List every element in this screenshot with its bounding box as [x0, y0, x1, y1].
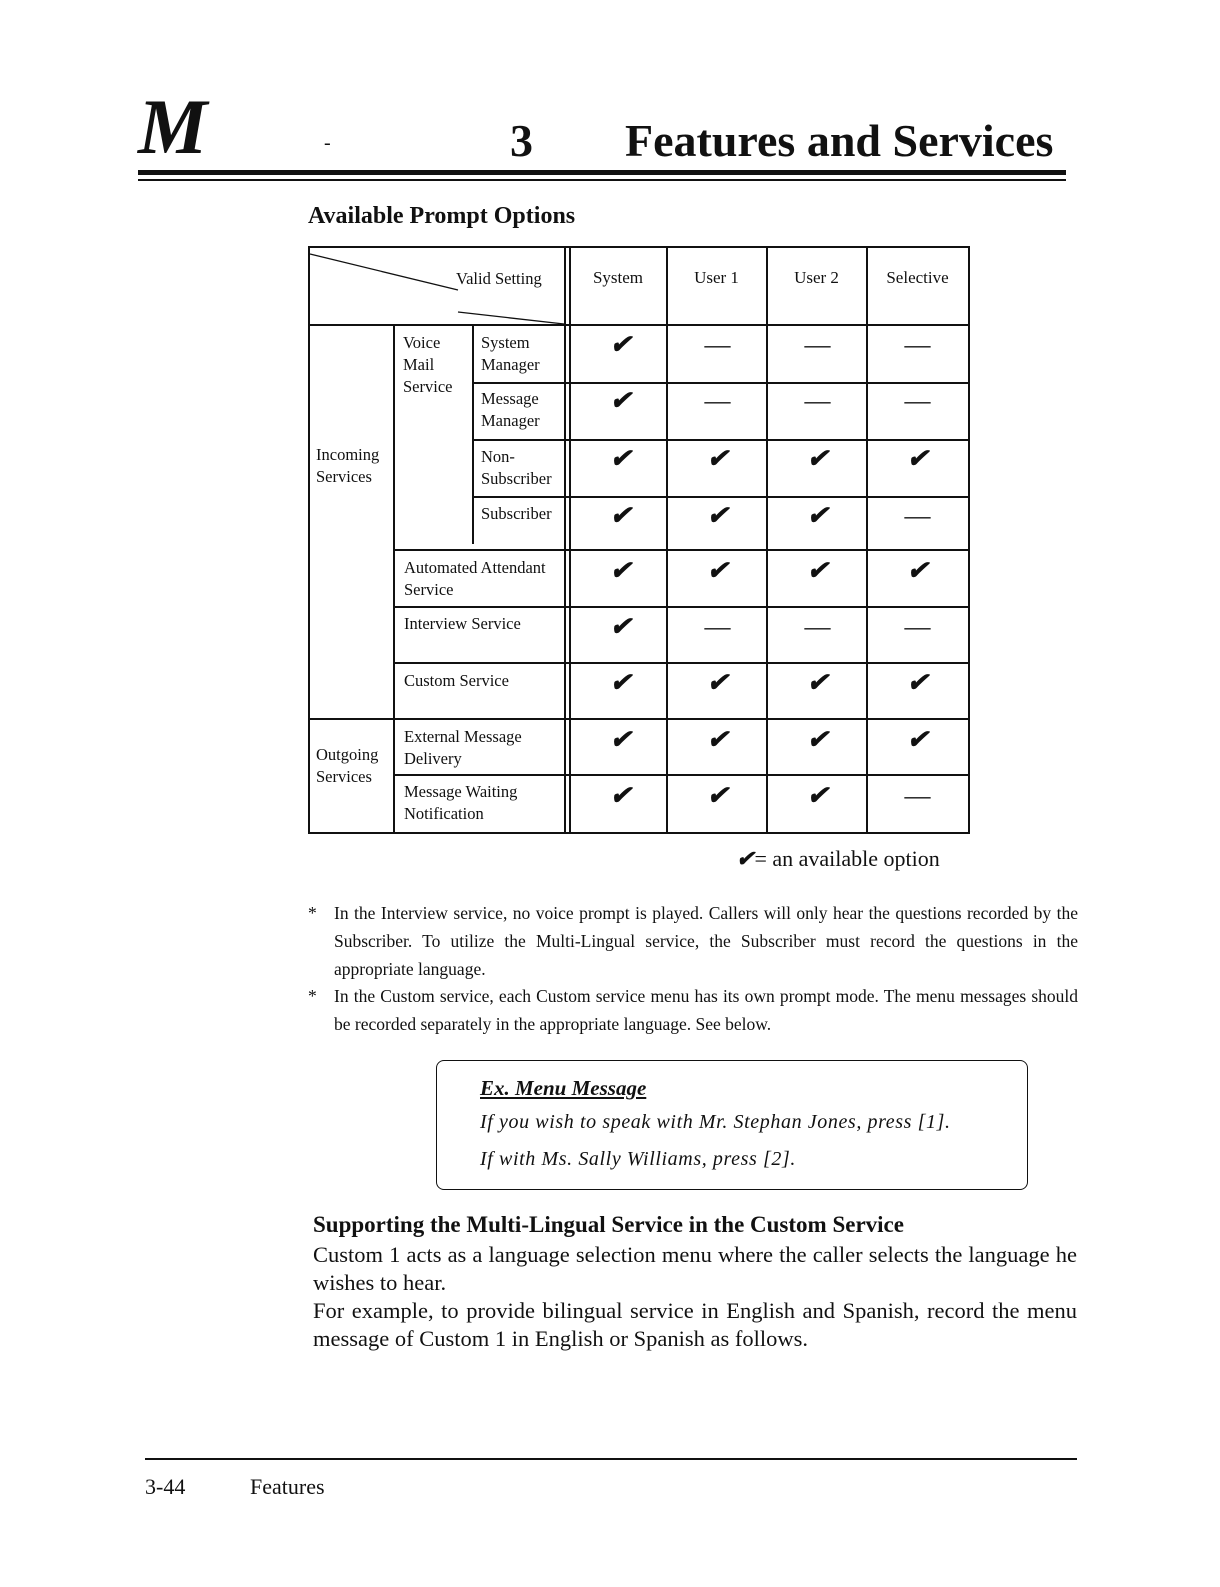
- body-text: [313, 1241, 1077, 1353]
- check-icon: ✔: [806, 668, 829, 697]
- table-legend: [736, 846, 940, 872]
- table-vline-label-a: [564, 246, 566, 834]
- note-text: In the Custom service, each Custom service menu has its own prompt mode. The menu messages should be recorded separately in the appropriate language. See below.: [334, 986, 1078, 1034]
- row-label: Automated Attendant Service: [404, 558, 546, 599]
- dash-mark: —: [804, 612, 831, 641]
- check-icon: ✔: [706, 668, 729, 697]
- example-line: If you wish to speak with Mr. Stephan Jones, press [1].: [480, 1111, 951, 1133]
- table-vline-voicemail: [472, 326, 474, 544]
- table-vline-group: [393, 326, 395, 834]
- check-icon: ✔: [609, 668, 632, 697]
- dash-mark: —: [804, 330, 831, 359]
- check-icon: ✔: [609, 612, 632, 641]
- check-icon: ✔: [906, 556, 929, 585]
- note-item: [308, 899, 1078, 983]
- check-icon: ✔: [736, 846, 755, 871]
- dash-mark: —: [704, 386, 731, 415]
- subsection-title: Supporting the Multi-Lingual Service in the Custom Service: [313, 1212, 904, 1237]
- footer-label: Features: [250, 1474, 325, 1499]
- row-label: Interview Service: [404, 614, 521, 633]
- chapter-title: Features and Services: [625, 115, 1054, 166]
- chapter-number: 3: [510, 115, 533, 166]
- col-header-system: System: [592, 268, 644, 287]
- dash-mark: —: [904, 781, 931, 810]
- header-rule-thin: [138, 179, 1066, 181]
- dash-mark: —: [904, 330, 931, 359]
- check-icon: ✔: [609, 444, 632, 473]
- table-hline-2: [472, 439, 970, 441]
- dash-mark: —: [704, 330, 731, 359]
- dash-mark: —: [904, 501, 931, 530]
- col-header-user2: User 2: [794, 268, 839, 287]
- check-icon: ✔: [906, 725, 929, 754]
- check-icon: ✔: [906, 668, 929, 697]
- table-hline-8: [393, 774, 970, 776]
- table-hline-1: [472, 382, 970, 384]
- legend-text: = an available option: [754, 846, 940, 871]
- check-icon: ✔: [906, 444, 929, 473]
- check-icon: ✔: [609, 386, 632, 415]
- header-rule-thick: [138, 170, 1066, 175]
- table-hline-3: [472, 496, 970, 498]
- note-item: [308, 982, 1078, 1038]
- table-hline-4: [393, 549, 970, 551]
- check-icon: ✔: [609, 725, 632, 754]
- dash-mark: —: [704, 612, 731, 641]
- row-label: Custom Service: [404, 671, 509, 690]
- col-header-user1: User 1: [694, 268, 739, 287]
- check-icon: ✔: [806, 781, 829, 810]
- note-bullet: *: [308, 903, 317, 923]
- check-icon: ✔: [806, 501, 829, 530]
- paragraph: Custom 1 acts as a language selection menu where the caller selects the language he wishes to hear.: [313, 1242, 1077, 1295]
- table-border-left: [308, 246, 310, 834]
- check-icon: ✔: [609, 501, 632, 530]
- group-voice-mail-service: Voice Mail Service: [403, 333, 453, 396]
- prompt-options-table: [308, 246, 970, 834]
- row-label: Non- Subscriber: [481, 447, 552, 488]
- group-outgoing-services: Outgoing Services: [316, 745, 379, 786]
- row-label: Message Manager: [481, 389, 540, 430]
- check-icon: ✔: [706, 501, 729, 530]
- check-icon: ✔: [609, 330, 632, 359]
- row-label: Subscriber: [481, 504, 552, 523]
- dash-mark: —: [804, 386, 831, 415]
- note-bullet: *: [308, 986, 317, 1006]
- check-icon: ✔: [706, 556, 729, 585]
- check-icon: ✔: [609, 556, 632, 585]
- example-line: If with Ms. Sally Williams, press [2].: [480, 1148, 796, 1170]
- check-icon: ✔: [706, 725, 729, 754]
- check-icon: ✔: [806, 556, 829, 585]
- check-icon: ✔: [706, 444, 729, 473]
- table-hline-6: [393, 662, 970, 664]
- check-icon: ✔: [806, 444, 829, 473]
- table-hline-7: [308, 718, 970, 720]
- row-label: System Manager: [481, 333, 540, 374]
- check-icon: ✔: [806, 725, 829, 754]
- dash-mark: —: [904, 612, 931, 641]
- footer-rule: [145, 1458, 1077, 1460]
- check-icon: ✔: [706, 781, 729, 810]
- corner-label: Valid Setting: [456, 269, 542, 288]
- col-header-selective: Selective: [886, 268, 949, 287]
- check-icon: ✔: [609, 781, 632, 810]
- table-border-right: [968, 246, 970, 834]
- row-label: External Message Delivery: [404, 727, 522, 768]
- table-border-bottom: [308, 832, 970, 834]
- paragraph: For example, to provide bilingual service in English and Spanish, record the menu message of Custom 1 in English or Spanish as follows.: [313, 1298, 1077, 1351]
- example-title: Ex. Menu Message: [480, 1076, 647, 1100]
- group-incoming-services: Incoming Services: [316, 445, 380, 486]
- chapter-letter: M: [138, 83, 208, 170]
- table-hline-5: [393, 606, 970, 608]
- section-title: Available Prompt Options: [308, 203, 576, 229]
- row-label: Message Waiting Notification: [404, 782, 518, 823]
- note-text: In the Interview service, no voice prompt is played. Callers will only hear the questions recorded by the Subscriber. To utilize the Multi-Lingual service, the Subscriber must record the questions in the appropriate language.: [334, 903, 1078, 979]
- header-dash: -: [324, 132, 331, 154]
- page-number: 3-44: [145, 1474, 186, 1499]
- dash-mark: —: [904, 386, 931, 415]
